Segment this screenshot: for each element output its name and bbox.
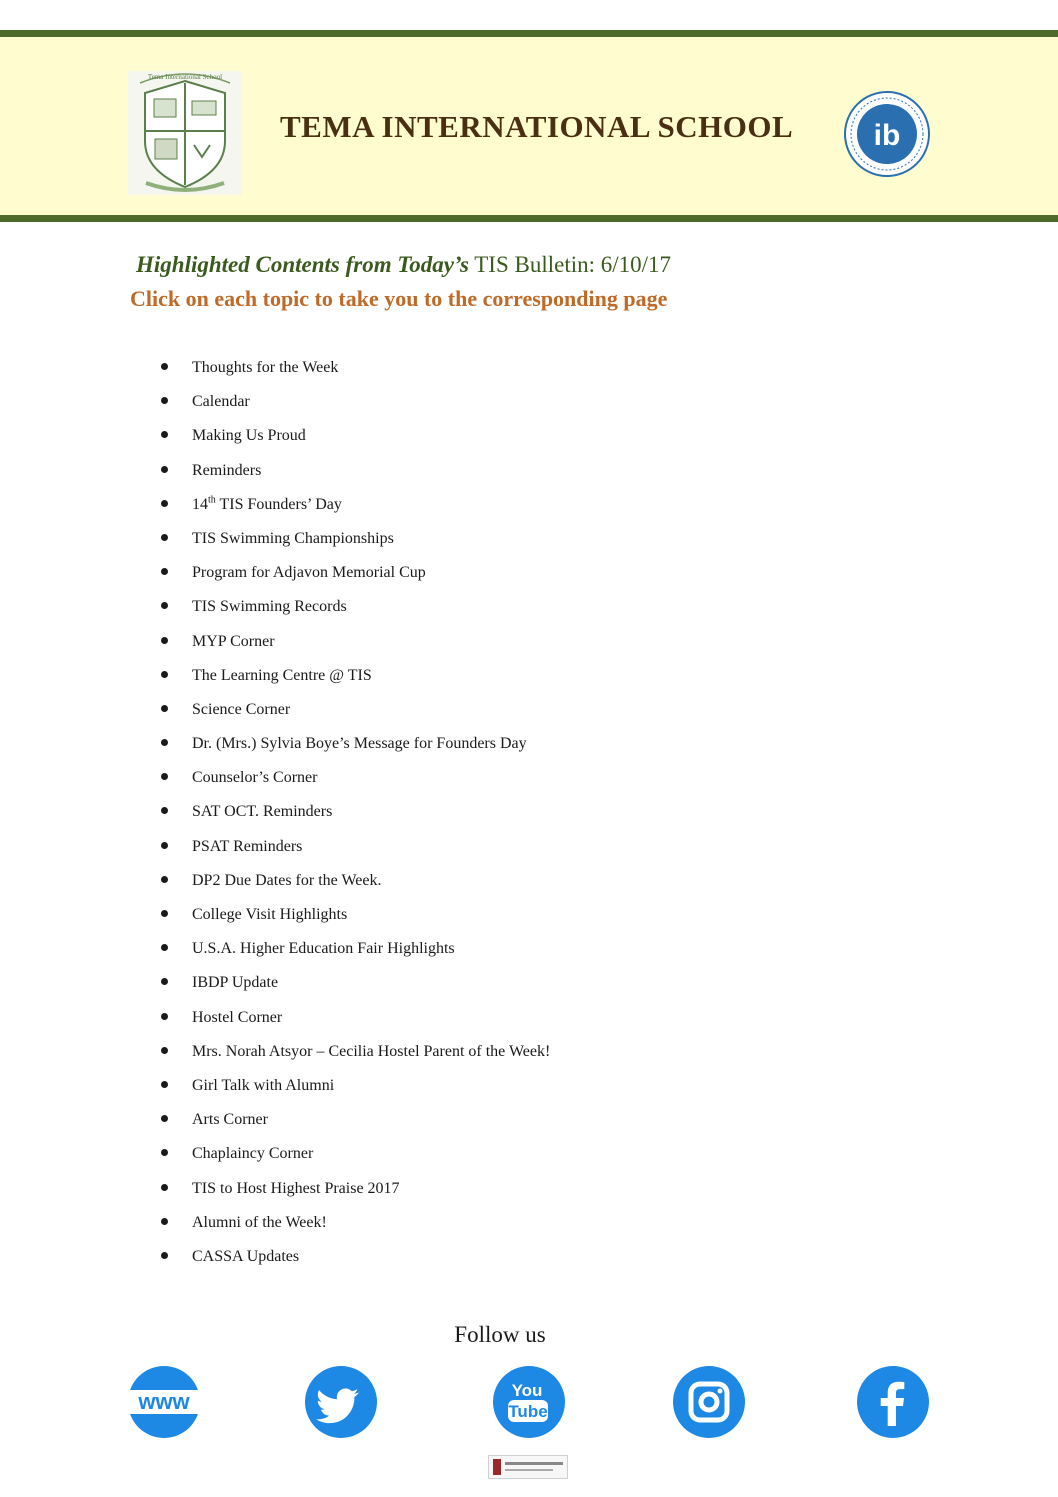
bullet-icon: [161, 1149, 168, 1156]
headline-lead: Highlighted Contents from Today’s: [136, 252, 469, 277]
bullet-icon: [161, 671, 168, 678]
facebook-link[interactable]: [857, 1366, 929, 1438]
svg-text:www: www: [138, 1389, 190, 1414]
youtube-icon: [493, 1366, 565, 1438]
topic-link[interactable]: Thoughts for the Week: [192, 359, 339, 376]
topic-link[interactable]: Mrs. Norah Atsyor – Cecilia Hostel Parent of the Week!: [192, 1042, 551, 1060]
ordinal-number: 14: [192, 495, 208, 513]
topic-link[interactable]: Making Us Proud: [192, 427, 306, 445]
topic-link[interactable]: College Visit Highlights: [192, 906, 348, 923]
topic-link[interactable]: TIS to Host Highest Praise 2017: [192, 1179, 400, 1197]
topic-link-founders-day[interactable]: [192, 492, 342, 518]
instagram-link[interactable]: [673, 1366, 745, 1438]
twitter-icon: [305, 1366, 377, 1438]
topic-link[interactable]: Program for Adjavon Memorial Cup: [192, 564, 426, 582]
crest-mark: [493, 1459, 501, 1475]
bullet-icon: [161, 363, 168, 370]
topic-link[interactable]: The Learning Centre @ TIS: [192, 666, 372, 684]
topic-link[interactable]: TIS Swimming Records: [192, 598, 347, 616]
logo-line: [505, 1462, 563, 1465]
bullet-icon: [161, 1252, 168, 1259]
topic-link[interactable]: U.S.A. Higher Education Fair Highlights: [192, 940, 455, 958]
topic-link[interactable]: MYP Corner: [192, 632, 275, 650]
instagram-icon: [673, 1366, 745, 1438]
bullet-icon: [161, 1115, 168, 1122]
bullet-icon: [161, 773, 168, 780]
svg-text:You: You: [511, 1381, 543, 1400]
svg-text:Tube: Tube: [508, 1402, 548, 1421]
topic-link[interactable]: Arts Corner: [192, 1111, 268, 1129]
bullet-icon: [161, 944, 168, 951]
topic-link[interactable]: Reminders: [192, 461, 262, 479]
bullet-icon: [161, 705, 168, 712]
bullet-icon: [161, 978, 168, 985]
bullet-icon: [161, 807, 168, 814]
headline-date: TIS Bulletin: 6/10/17: [468, 252, 672, 277]
bullet-icon: [161, 602, 168, 609]
header-band: [0, 30, 1058, 222]
topic-link[interactable]: Alumni of the Week!: [192, 1213, 327, 1231]
bullet-icon: [161, 1081, 168, 1088]
founders-day-label: TIS Founders’ Day: [215, 495, 342, 513]
follow-us-heading: Follow us: [454, 1322, 546, 1347]
bullet-icon: [161, 500, 168, 507]
school-crest-logo: [128, 71, 242, 195]
ordinal-suffix: th: [208, 494, 216, 506]
topic-link[interactable]: Calendar: [192, 393, 250, 411]
bullet-icon: [161, 568, 168, 575]
bullet-icon: [161, 1013, 168, 1020]
topic-link[interactable]: Girl Talk with Alumni: [192, 1076, 335, 1094]
bullet-icon: [161, 842, 168, 849]
topic-link[interactable]: Chaplaincy Corner: [192, 1145, 314, 1163]
topic-link[interactable]: Hostel Corner: [192, 1008, 283, 1026]
bullet-icon: [161, 910, 168, 917]
logo-line: [505, 1469, 553, 1471]
youtube-link[interactable]: [493, 1366, 565, 1438]
bullet-icon: [161, 397, 168, 404]
bullet-icon: [161, 1184, 168, 1191]
website-link[interactable]: [128, 1366, 200, 1438]
topic-link[interactable]: TIS Swimming Championships: [192, 529, 394, 547]
topic-link[interactable]: DP2 Due Dates for the Week.: [192, 871, 382, 889]
topic-link[interactable]: IBDP Update: [192, 974, 279, 992]
bullet-icon: [161, 431, 168, 438]
topic-link[interactable]: Science Corner: [192, 700, 291, 718]
footer-accreditation-logo: [488, 1455, 568, 1479]
topic-link[interactable]: Counselor’s Corner: [192, 769, 318, 787]
school-name-title: TEMA INTERNATIONAL SCHOOL: [280, 109, 794, 144]
twitter-link[interactable]: [305, 1366, 377, 1438]
svg-text:ib: ib: [873, 119, 901, 152]
topic-link[interactable]: CASSA Updates: [192, 1247, 300, 1265]
bullet-icon: [161, 466, 168, 473]
bullet-icon: [161, 534, 168, 541]
topic-link[interactable]: Dr. (Mrs.) Sylvia Boye’s Message for Founders Day: [192, 735, 527, 753]
instruction-subhead: Click on each topic to take you to the corresponding page: [130, 286, 668, 311]
ib-logo: [842, 89, 932, 179]
bulletin-headline: [136, 252, 671, 278]
svg-text:Tema International School: Tema International School: [147, 73, 223, 81]
bullet-icon: [161, 739, 168, 746]
www-icon: [128, 1366, 200, 1438]
bullet-icon: [161, 1218, 168, 1225]
facebook-icon: [857, 1366, 929, 1438]
bullet-icon: [161, 876, 168, 883]
topic-link[interactable]: PSAT Reminders: [192, 837, 303, 855]
bullet-icon: [161, 1047, 168, 1054]
bullet-icon: [161, 637, 168, 644]
topic-link[interactable]: SAT OCT. Reminders: [192, 803, 333, 821]
